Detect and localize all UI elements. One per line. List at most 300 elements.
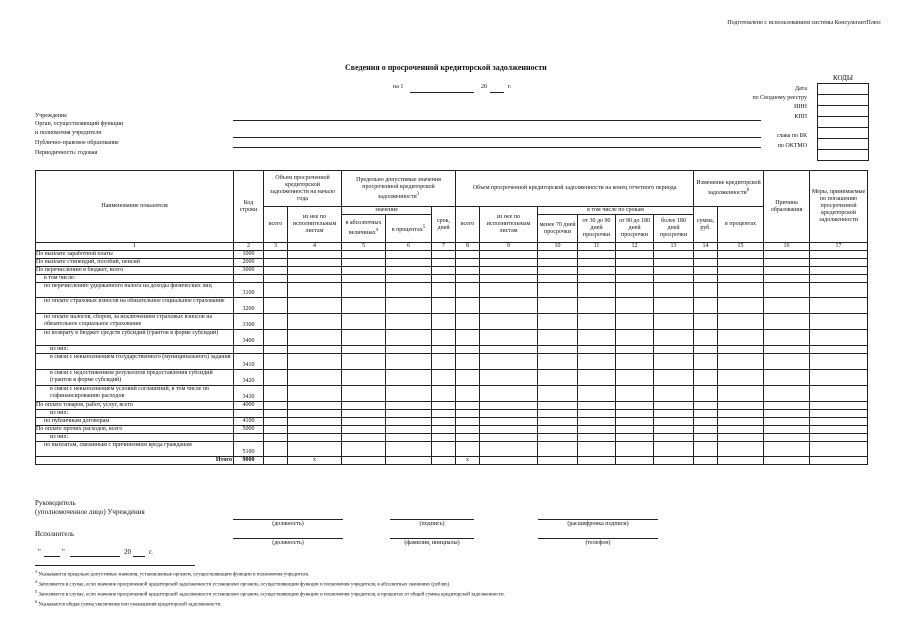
data-cell[interactable] [538,418,578,426]
total-cell[interactable] [616,457,654,465]
data-cell[interactable] [432,354,456,370]
data-cell[interactable] [456,283,480,298]
data-cell[interactable] [288,386,342,402]
total-cell[interactable] [432,457,456,465]
data-cell[interactable] [264,442,288,457]
data-cell[interactable] [578,259,616,267]
data-cell[interactable] [718,402,764,410]
data-cell[interactable] [694,426,718,434]
data-cell[interactable] [578,298,616,314]
code-inn[interactable] [818,106,869,117]
data-cell[interactable] [616,267,654,275]
data-cell[interactable] [718,314,764,330]
data-cell[interactable] [480,314,538,330]
data-cell[interactable] [480,330,538,346]
data-cell[interactable] [810,298,868,314]
data-cell[interactable] [432,442,456,457]
data-cell[interactable] [810,267,868,275]
data-cell[interactable] [654,259,694,267]
data-cell[interactable] [456,402,480,410]
data-cell[interactable] [480,386,538,402]
data-cell[interactable] [764,418,810,426]
data-cell[interactable] [288,410,342,418]
data-cell[interactable] [578,346,616,354]
data-cell[interactable] [718,346,764,354]
data-cell[interactable] [654,267,694,275]
data-cell[interactable] [764,386,810,402]
data-cell[interactable] [718,259,764,267]
data-cell[interactable] [764,434,810,442]
data-cell[interactable] [810,354,868,370]
data-cell[interactable] [654,298,694,314]
data-cell[interactable] [718,410,764,418]
data-cell[interactable] [616,346,654,354]
data-cell[interactable] [764,330,810,346]
data-cell[interactable] [456,426,480,434]
data-cell[interactable] [264,298,288,314]
data-cell[interactable] [538,354,578,370]
data-cell[interactable] [616,426,654,434]
data-cell[interactable] [578,354,616,370]
data-cell[interactable] [764,298,810,314]
data-cell[interactable] [654,418,694,426]
data-cell[interactable] [810,283,868,298]
data-cell[interactable] [538,330,578,346]
data-cell[interactable] [456,314,480,330]
data-cell[interactable] [694,275,718,283]
data-cell[interactable] [264,434,288,442]
total-cell[interactable] [718,457,764,465]
data-cell[interactable] [538,251,578,259]
data-cell[interactable] [432,283,456,298]
data-cell[interactable] [386,370,432,386]
data-cell[interactable] [432,267,456,275]
data-cell[interactable] [578,442,616,457]
sign-year-field[interactable] [133,556,145,557]
data-cell[interactable] [288,251,342,259]
exec-position-field[interactable] [233,538,343,539]
data-cell[interactable] [764,402,810,410]
data-cell[interactable] [578,402,616,410]
data-cell[interactable] [386,434,432,442]
data-cell[interactable] [342,267,386,275]
data-cell[interactable] [386,330,432,346]
data-cell[interactable] [654,330,694,346]
data-cell[interactable] [264,386,288,402]
total-cell[interactable] [764,457,810,465]
data-cell[interactable] [694,370,718,386]
data-cell[interactable] [810,330,868,346]
data-cell[interactable] [654,386,694,402]
data-cell[interactable] [764,370,810,386]
data-cell[interactable] [288,434,342,442]
data-cell[interactable] [810,418,868,426]
data-cell[interactable] [456,410,480,418]
data-cell[interactable] [654,275,694,283]
data-cell[interactable] [342,442,386,457]
data-cell[interactable] [810,434,868,442]
head-position-field[interactable] [233,519,343,520]
sign-month-field[interactable] [70,556,120,557]
data-cell[interactable] [538,402,578,410]
data-cell[interactable] [432,251,456,259]
data-cell[interactable] [342,259,386,267]
data-cell[interactable] [386,259,432,267]
data-cell[interactable] [538,410,578,418]
data-cell[interactable] [264,283,288,298]
data-cell[interactable] [810,402,868,410]
data-cell[interactable] [264,426,288,434]
data-cell[interactable] [456,370,480,386]
data-cell[interactable] [288,267,342,275]
institution-field[interactable] [233,120,761,121]
data-cell[interactable] [764,251,810,259]
data-cell[interactable] [386,283,432,298]
code-date[interactable] [818,84,869,95]
data-cell[interactable] [578,314,616,330]
data-cell[interactable] [764,354,810,370]
data-cell[interactable] [480,275,538,283]
data-cell[interactable] [386,410,432,418]
data-cell[interactable] [616,402,654,410]
data-cell[interactable] [456,259,480,267]
data-cell[interactable] [654,370,694,386]
code-bk[interactable] [818,139,869,150]
data-cell[interactable] [538,442,578,457]
data-cell[interactable] [456,434,480,442]
data-cell[interactable] [432,434,456,442]
data-cell[interactable] [432,418,456,426]
data-cell[interactable] [578,426,616,434]
data-cell[interactable] [288,330,342,346]
data-cell[interactable] [694,346,718,354]
data-cell[interactable] [764,275,810,283]
data-cell[interactable] [538,386,578,402]
data-cell[interactable] [764,259,810,267]
data-cell[interactable] [616,298,654,314]
data-cell[interactable] [432,402,456,410]
data-cell[interactable] [342,386,386,402]
data-cell[interactable] [578,330,616,346]
data-cell[interactable] [480,267,538,275]
data-cell[interactable] [616,354,654,370]
exec-fio-field[interactable] [390,538,474,539]
data-cell[interactable] [386,314,432,330]
data-cell[interactable] [654,402,694,410]
data-cell[interactable] [578,283,616,298]
data-cell[interactable] [432,298,456,314]
data-cell[interactable] [386,402,432,410]
data-cell[interactable] [538,434,578,442]
data-cell[interactable] [810,275,868,283]
data-cell[interactable] [480,426,538,434]
data-cell[interactable] [432,275,456,283]
data-cell[interactable] [264,314,288,330]
data-cell[interactable] [386,354,432,370]
data-cell[interactable] [264,275,288,283]
data-cell[interactable] [288,354,342,370]
data-cell[interactable] [480,346,538,354]
data-cell[interactable] [342,251,386,259]
data-cell[interactable] [538,314,578,330]
data-cell[interactable] [810,410,868,418]
data-cell[interactable] [480,251,538,259]
data-cell[interactable] [694,251,718,259]
data-cell[interactable] [342,346,386,354]
data-cell[interactable] [456,354,480,370]
data-cell[interactable] [616,370,654,386]
data-cell[interactable] [654,426,694,434]
total-cell[interactable] [386,457,432,465]
code-kpp[interactable] [818,117,869,128]
total-cell[interactable] [538,457,578,465]
data-cell[interactable] [654,251,694,259]
total-cell[interactable] [342,457,386,465]
data-cell[interactable] [456,275,480,283]
data-cell[interactable] [480,370,538,386]
data-cell[interactable] [288,418,342,426]
data-cell[interactable] [342,330,386,346]
data-cell[interactable] [810,259,868,267]
data-cell[interactable] [694,259,718,267]
data-cell[interactable] [480,442,538,457]
data-cell[interactable] [432,386,456,402]
data-cell[interactable] [288,275,342,283]
data-cell[interactable] [342,402,386,410]
data-cell[interactable] [718,251,764,259]
data-cell[interactable] [538,346,578,354]
data-cell[interactable] [694,434,718,442]
data-cell[interactable] [810,370,868,386]
data-cell[interactable] [694,410,718,418]
data-cell[interactable] [654,442,694,457]
data-cell[interactable] [616,442,654,457]
data-cell[interactable] [764,346,810,354]
data-cell[interactable] [616,275,654,283]
total-cell[interactable] [654,457,694,465]
data-cell[interactable] [264,370,288,386]
data-cell[interactable] [616,251,654,259]
total-cell[interactable] [810,457,868,465]
code-oktmo[interactable] [818,150,869,161]
data-cell[interactable] [456,267,480,275]
data-cell[interactable] [654,314,694,330]
data-cell[interactable] [342,314,386,330]
data-cell[interactable] [538,426,578,434]
data-cell[interactable] [456,386,480,402]
authority-field[interactable] [233,137,761,138]
data-cell[interactable] [578,370,616,386]
data-cell[interactable] [264,330,288,346]
data-cell[interactable] [288,426,342,434]
data-cell[interactable] [718,275,764,283]
data-cell[interactable] [578,386,616,402]
total-cell[interactable] [694,457,718,465]
data-cell[interactable] [538,370,578,386]
exec-phone-field[interactable] [538,538,658,539]
data-cell[interactable] [578,434,616,442]
total-cell[interactable] [578,457,616,465]
data-cell[interactable] [342,426,386,434]
data-cell[interactable] [694,402,718,410]
data-cell[interactable] [264,259,288,267]
data-cell[interactable] [718,354,764,370]
data-cell[interactable] [764,442,810,457]
data-cell[interactable] [694,267,718,275]
total-cell[interactable] [264,457,288,465]
data-cell[interactable] [432,426,456,434]
data-cell[interactable] [616,330,654,346]
data-cell[interactable] [810,442,868,457]
data-cell[interactable] [810,426,868,434]
data-cell[interactable] [654,283,694,298]
data-cell[interactable] [480,410,538,418]
data-cell[interactable] [432,346,456,354]
total-cell[interactable] [480,457,538,465]
data-cell[interactable] [432,330,456,346]
data-cell[interactable] [288,402,342,410]
data-cell[interactable] [616,386,654,402]
data-cell[interactable] [288,298,342,314]
data-cell[interactable] [538,267,578,275]
data-cell[interactable] [810,346,868,354]
data-cell[interactable] [764,410,810,418]
data-cell[interactable] [578,251,616,259]
data-cell[interactable] [386,426,432,434]
data-cell[interactable] [718,418,764,426]
data-cell[interactable] [386,442,432,457]
data-cell[interactable] [616,418,654,426]
data-cell[interactable] [694,386,718,402]
data-cell[interactable] [718,267,764,275]
data-cell[interactable] [718,386,764,402]
data-cell[interactable] [288,259,342,267]
data-cell[interactable] [694,442,718,457]
data-cell[interactable] [480,418,538,426]
data-cell[interactable] [288,346,342,354]
data-cell[interactable] [386,267,432,275]
data-cell[interactable] [432,314,456,330]
head-decoding-field[interactable] [538,519,658,520]
data-cell[interactable] [342,434,386,442]
data-cell[interactable] [578,410,616,418]
data-cell[interactable] [480,434,538,442]
data-cell[interactable] [288,442,342,457]
data-cell[interactable] [342,354,386,370]
data-cell[interactable] [654,346,694,354]
data-cell[interactable] [342,410,386,418]
data-cell[interactable] [288,370,342,386]
data-cell[interactable] [654,434,694,442]
data-cell[interactable] [264,402,288,410]
data-cell[interactable] [386,346,432,354]
data-cell[interactable] [432,259,456,267]
data-cell[interactable] [480,298,538,314]
data-cell[interactable] [456,346,480,354]
data-cell[interactable] [654,354,694,370]
data-cell[interactable] [616,283,654,298]
code-registry[interactable] [818,95,869,106]
head-signature-field[interactable] [390,519,474,520]
data-cell[interactable] [694,283,718,298]
data-cell[interactable] [538,275,578,283]
data-cell[interactable] [288,283,342,298]
data-cell[interactable] [764,314,810,330]
data-cell[interactable] [654,410,694,418]
data-cell[interactable] [432,370,456,386]
data-cell[interactable] [386,298,432,314]
data-cell[interactable] [264,410,288,418]
data-cell[interactable] [342,298,386,314]
data-cell[interactable] [480,402,538,410]
data-cell[interactable] [288,314,342,330]
data-cell[interactable] [264,418,288,426]
data-cell[interactable] [718,434,764,442]
data-cell[interactable] [456,251,480,259]
data-cell[interactable] [810,314,868,330]
data-cell[interactable] [480,354,538,370]
data-cell[interactable] [538,259,578,267]
data-cell[interactable] [264,251,288,259]
data-cell[interactable] [264,354,288,370]
data-cell[interactable] [432,410,456,418]
entity-field[interactable] [233,147,761,148]
data-cell[interactable] [810,251,868,259]
data-cell[interactable] [386,418,432,426]
data-cell[interactable] [616,314,654,330]
data-cell[interactable] [386,251,432,259]
data-cell[interactable] [764,283,810,298]
data-cell[interactable] [718,370,764,386]
data-cell[interactable] [342,275,386,283]
data-cell[interactable] [342,418,386,426]
data-cell[interactable] [480,259,538,267]
data-cell[interactable] [456,418,480,426]
data-cell[interactable] [764,426,810,434]
data-cell[interactable] [764,267,810,275]
data-cell[interactable] [616,434,654,442]
data-cell[interactable] [342,283,386,298]
data-cell[interactable] [264,267,288,275]
data-cell[interactable] [718,442,764,457]
sign-day-field[interactable] [44,556,60,557]
data-cell[interactable] [578,418,616,426]
data-cell[interactable] [456,298,480,314]
code-blank[interactable] [818,128,869,139]
data-cell[interactable] [616,410,654,418]
data-cell[interactable] [694,354,718,370]
data-cell[interactable] [456,442,480,457]
data-cell[interactable] [480,283,538,298]
data-cell[interactable] [718,298,764,314]
data-cell[interactable] [718,330,764,346]
data-cell[interactable] [694,314,718,330]
data-cell[interactable] [694,330,718,346]
data-cell[interactable] [386,275,432,283]
data-cell[interactable] [616,259,654,267]
data-cell[interactable] [718,283,764,298]
data-cell[interactable] [694,418,718,426]
data-cell[interactable] [456,330,480,346]
data-cell[interactable] [810,386,868,402]
data-cell[interactable] [264,346,288,354]
data-cell[interactable] [718,426,764,434]
data-cell[interactable] [538,298,578,314]
data-cell[interactable] [342,370,386,386]
data-cell[interactable] [578,275,616,283]
data-cell[interactable] [578,267,616,275]
data-cell[interactable] [694,298,718,314]
